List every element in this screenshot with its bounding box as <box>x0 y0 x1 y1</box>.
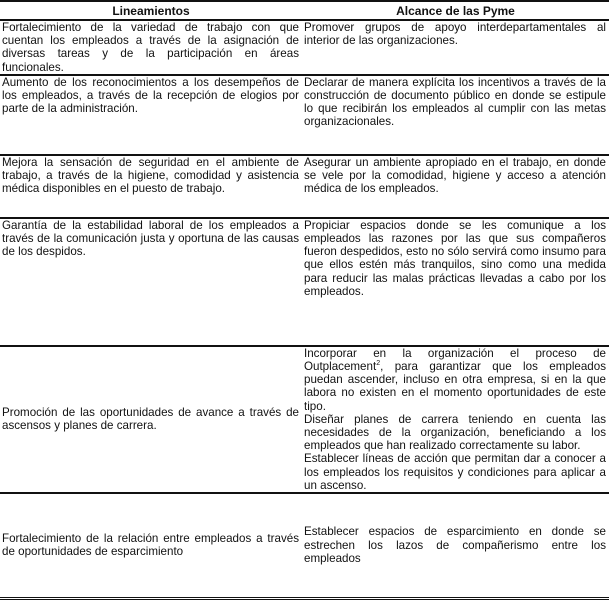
table-row <box>0 218 609 346</box>
alcance-cell <box>302 493 609 598</box>
lineamiento-cell: Fortalecimiento de la variedad de trabajo con que cuentan los empleados a través de la asignación de diversas tareas y de la participación en áreas funcionales. <box>0 20 302 75</box>
table-row <box>0 346 609 493</box>
alcance-text: Establecer espacios de esparcimiento en donde se estrechen los lazos de compañerismo entre los empleados <box>304 525 606 565</box>
alcance-text: Diseñar planes de carrera teniendo en cuenta las necesidades de la organización, beneficiando a los empleados que han realizado correctamente su labor. <box>304 412 606 453</box>
table-row <box>0 75 609 155</box>
lineamiento-cell: Garantía de la estabilidad laboral de los empleados a través de la comunicación justa y oportuna de las causas de los despidos. <box>0 218 302 346</box>
alcance-text: Propiciar espacios donde se les comunique a los empleados las razones por las que sus compañeros fueron despedidos, esto no sólo servirá como insumo para que ellos estén más tranquilos, sino como una medida para reducir las malas prácticas llevadas a cabo por los empleados. <box>304 218 606 298</box>
table-row <box>0 155 609 218</box>
header-alcance: Alcance de las Pyme <box>302 1 609 20</box>
lineamiento-cell: Fortalecimiento de la relación entre empleados a través de oportunidades de esparcimiento <box>0 493 302 598</box>
alcance-text: Establecer líneas de acción que permitan dar a conocer a los empleados los requisitos y condiciones para aplicar a un ascenso. <box>304 452 606 492</box>
alcance-text: Declarar de manera explícita los incentivos a través de la construcción de documento público en donde se estipule lo que recibirán los empleados al cumplir con las metas organizacionales. <box>304 75 606 129</box>
alcance-cell <box>302 20 609 75</box>
lineamiento-cell: Mejora la sensación de seguridad en el ambiente de trabajo, a través de la higiene, comodidad y asistencia médica disponibles en el puesto de trabajo. <box>0 155 302 218</box>
alcance-text: Promover grupos de apoyo interdepartamentales al interior de las organizaciones. <box>304 21 606 48</box>
lineamiento-cell: Aumento de los reconocimientos a los desempeños de los empleados, a través de la recepción de elogios por parte de la administración. <box>0 75 302 155</box>
footnote-ref[interactable]: 2 <box>376 360 381 368</box>
table-row <box>0 493 609 598</box>
alcance-cell <box>302 155 609 218</box>
alcance-cell <box>302 346 609 493</box>
table-row <box>0 20 609 75</box>
alcance-text: Incorporar en la organización el proceso de Outplacement$^2$, para garantizar que los empleados puedan ascender, incluso en otra empresa, si en la que labora no existen en el momento oportunidades de este tipo. <box>304 346 606 413</box>
header-row <box>0 1 609 20</box>
alcance-text: Asegurar un ambiente apropiado en el trabajo, en donde se vele por la comodidad, higiene y acceso a atención médica de los empleados. <box>304 155 606 196</box>
lineamiento-cell: Promoción de las oportunidades de avance a través de ascensos y planes de carrera. <box>0 346 302 493</box>
alcance-cell <box>302 218 609 346</box>
alcance-cell <box>302 75 609 155</box>
header-lineamientos: Lineamientos <box>0 1 302 20</box>
